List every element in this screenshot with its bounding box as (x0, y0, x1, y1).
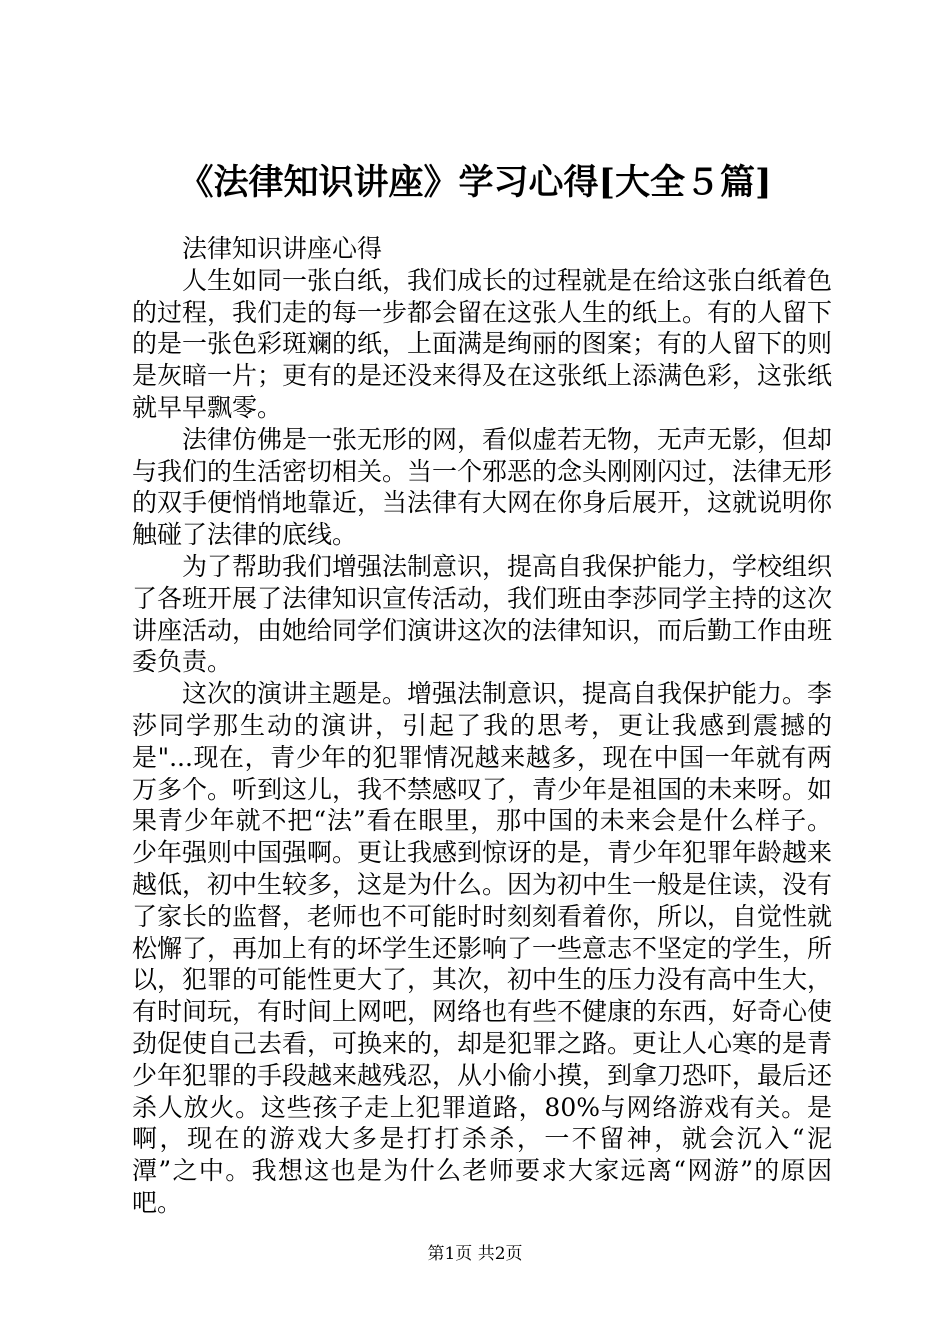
section-heading: 法律知识讲座心得 (182, 234, 383, 263)
document-body (132, 233, 832, 1219)
paragraph: 为了帮助我们增强法制意识，提高自我保护能力，学校组织了各班开展了法律知识宣传活动，我们班由李莎同学主持的这次讲座活动，由她给同学们演讲这次的法律知识，而后勤工作由班委负责。 (132, 551, 833, 677)
page-footer: 第1页 共2页 (427, 1244, 523, 1264)
paragraph: 法律仿佛是一张无形的网，看似虚若无物，无声无影，但却与我们的生活密切相关。当一个邪恶的念头刚刚闪过，法律无形的双手便悄悄地靠近，当法律有大网在你身后展开，这就说明你触碰了法律的底线。 (132, 424, 833, 550)
paragraph: 人生如同一张白纸，我们成长的过程就是在给这张白纸着色的过程，我们走的每一步都会留在这张人生的纸上。有的人留下的是一张色彩斑斓的纸，上面满是绚丽的图案；有的人留下的则是灰暗一片；更有的是还没来得及在这张纸上添满色彩，这张纸就早早飘零。 (132, 265, 833, 422)
paragraph: 这次的演讲主题是。增强法制意识，提高自我保护能力。李莎同学那生动的演讲，引起了我的思考，更让我感到震撼的是"...现在，青少年的犯罪情况越来越多，现在中国一年就有两万多个。听到这儿，我不禁感叹了，青少年是祖国的未来呀。如果青少年就不把“法”看在眼里，那中国的未来会是什么样子。少年强则中国强啊。更让我感到惊讶的是，青少年犯罪年龄越来越低，初中生较多，这是为什么。因为初中生一般是住读，没有了家长的监督，老师也不可能时时刻刻看着你，所以，自觉性就松懈了，再加上有的坏学生还影响了一些意志不坚定的学生，所以，犯罪的可能性更大了，其次，初中生的压力没有高中生大，有时间玩，有时间上网吧，网络也有些不健康的东西，好奇心使劲促使自己去看，可换来的，却是犯罪之路。更让人心寒的是青少年犯罪的手段越来越残忍，从小偷小摸，到拿刀恐吓，最后还杀人放火。这些孩子走上犯罪道路，80%与网络游戏有关。是啊，现在的游戏大多是打打杀杀，一不留神，就会沉入“泥潭”之中。我想这也是为什么老师要求大家远离“网游”的原因吧。 (132, 679, 833, 1217)
document-title: 《法律知识讲座》学习心得[大全５篇] (178, 162, 772, 203)
